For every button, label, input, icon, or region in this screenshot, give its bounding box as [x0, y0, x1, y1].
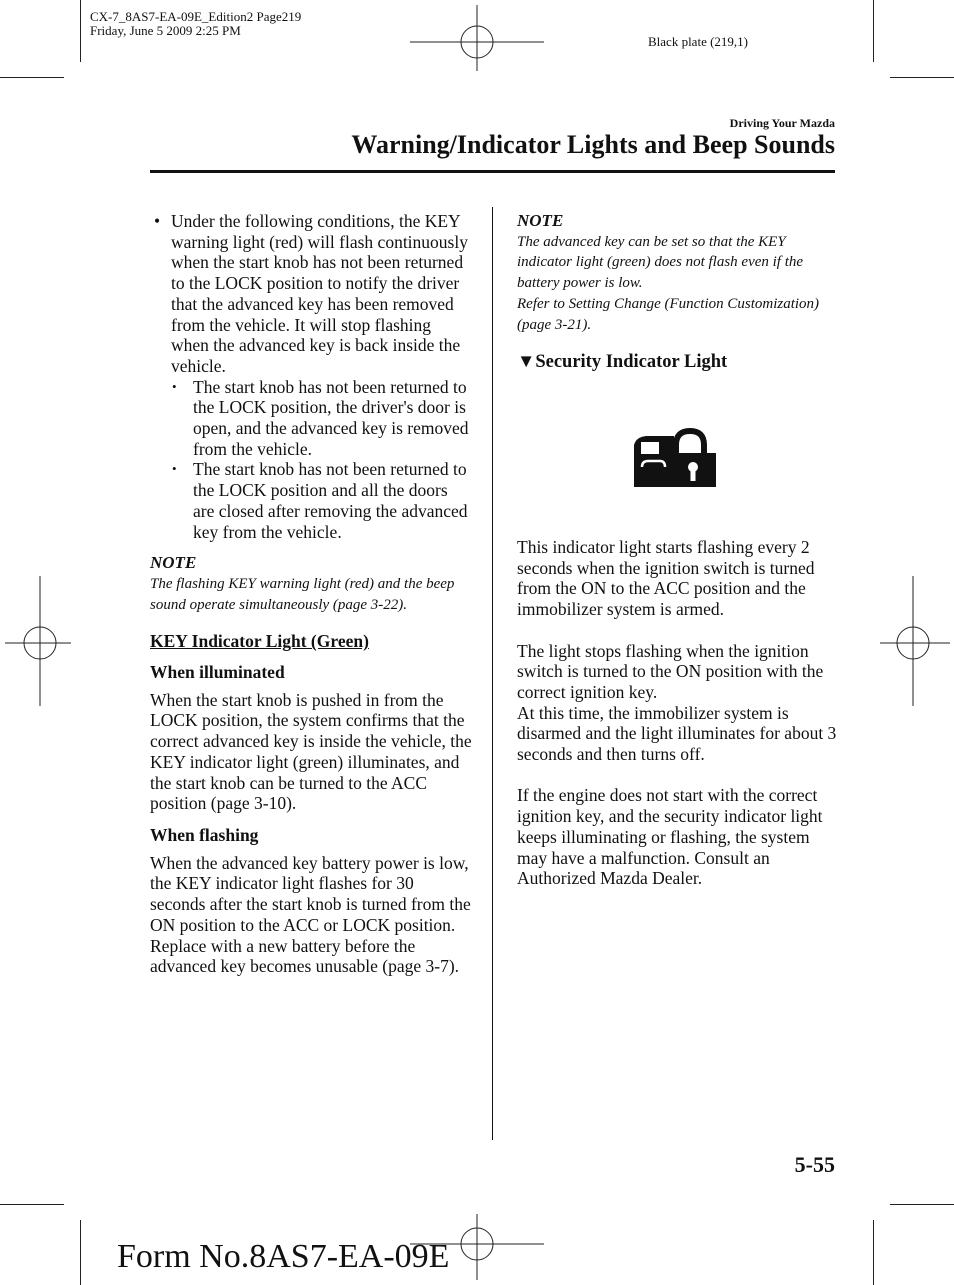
- registration-mark-left: [5, 576, 71, 706]
- form-number: Form No.8AS7-EA-09E: [117, 1238, 450, 1275]
- right-column-body: [517, 537, 839, 889]
- crop-mark: [80, 0, 81, 62]
- flashing-text: When the advanced key battery power is low, the KEY indicator light flashes for 30 seconds after the start knob is turned from the ON position to the ACC or LOCK position. Replace with a new battery before the advanced key becomes unusable (page 3-7).: [150, 852, 471, 977]
- page-number: 5-55: [794, 1152, 835, 1177]
- left-column: [150, 211, 472, 977]
- when-illuminated-heading: When illuminated: [150, 662, 285, 683]
- bullet-dot: •: [154, 211, 161, 231]
- print-header-line1: CX-7_8AS7-EA-09E_Edition2 Page219: [90, 9, 302, 24]
- section-label: Driving Your Mazda: [729, 116, 835, 130]
- sub-bullet-text: The start knob has not been returned to the LOCK position, the driver's door is open, and the advanced key is removed from the vehicle.: [193, 376, 469, 459]
- crop-mark: [80, 1220, 81, 1285]
- key-indicator-heading: KEY Indicator Light (Green): [150, 631, 369, 652]
- crop-mark: [0, 77, 64, 78]
- security-indicator-icon: [630, 427, 716, 489]
- security-para-2b: At this time, the immobilizer system is disarmed and the light illuminates for about 3 seconds and then turns off.: [517, 702, 837, 765]
- note-body-reference: Refer to Setting Change (Function Customization)(page 3-21).: [517, 295, 820, 333]
- sub-bullet-dot: •: [172, 378, 177, 394]
- triangle-marker-icon: ▼: [517, 352, 536, 373]
- security-para-3: If the engine does not start with the correct ignition key, and the security indicator light keeps illuminating or flashing, the system may have a malfunction. Consult an Authorized Mazda Dealer.: [517, 785, 823, 889]
- registration-mark-top: [410, 5, 544, 71]
- when-flashing-heading: When flashing: [150, 824, 259, 845]
- crop-mark: [0, 1204, 64, 1205]
- security-heading-text: Security Indicator Light: [535, 352, 728, 373]
- sub-bullet-item: [150, 459, 472, 542]
- sub-bullet-dot: •: [172, 461, 177, 477]
- crop-mark: [873, 0, 874, 62]
- bullet-item: [150, 211, 472, 377]
- crop-mark: [890, 77, 954, 78]
- note-body: The flashing KEY warning light (red) and the beep sound operate simultaneously (page 3-22).: [150, 575, 455, 613]
- right-column: [517, 211, 839, 373]
- bullet-text: Under the following conditions, the KEY warning light (red) will flash continuously when the start knob has not been returned to the LOCK position to notify the driver that the advanced key has been removed from the vehicle. It will stop flashing when the advanced key is back inside the vehicle.: [171, 211, 468, 376]
- column-divider: [492, 207, 493, 1140]
- sub-bullet-item: [150, 377, 472, 460]
- title-rule: [150, 170, 835, 173]
- note-body: The advanced key can be set so that the KEY indicator light (green) does not flash even if the battery power is low.: [517, 233, 804, 292]
- crop-mark: [873, 1220, 874, 1285]
- registration-mark-right: [880, 576, 950, 706]
- security-heading: [517, 352, 839, 373]
- plate-label: Black plate (219,1): [648, 34, 748, 49]
- crop-mark: [890, 1204, 954, 1205]
- print-header-line2: Friday, June 5 2009 2:25 PM: [90, 23, 241, 38]
- page-title: Warning/Indicator Lights and Beep Sounds: [351, 130, 835, 159]
- illuminated-text: When the start knob is pushed in from the LOCK position, the system confirms that the correct advanced key is inside the vehicle, the KEY indicator light (green) illuminates, and the start knob can be turned to the ACC position (page 3-10).: [150, 689, 472, 814]
- sub-bullet-text: The start knob has not been returned to the LOCK position and all the doors are closed after removing the advanced key from the vehicle.: [193, 459, 468, 542]
- security-para-1: This indicator light starts flashing every 2 seconds when the ignition switch is turned from the ON to the ACC position and the immobilizer system is armed.: [517, 537, 815, 620]
- security-para-2a: The light stops flashing when the ignition switch is turned to the ON position with the correct ignition key.: [517, 640, 824, 702]
- note-heading: NOTE: [517, 211, 564, 230]
- note-heading: NOTE: [150, 553, 197, 573]
